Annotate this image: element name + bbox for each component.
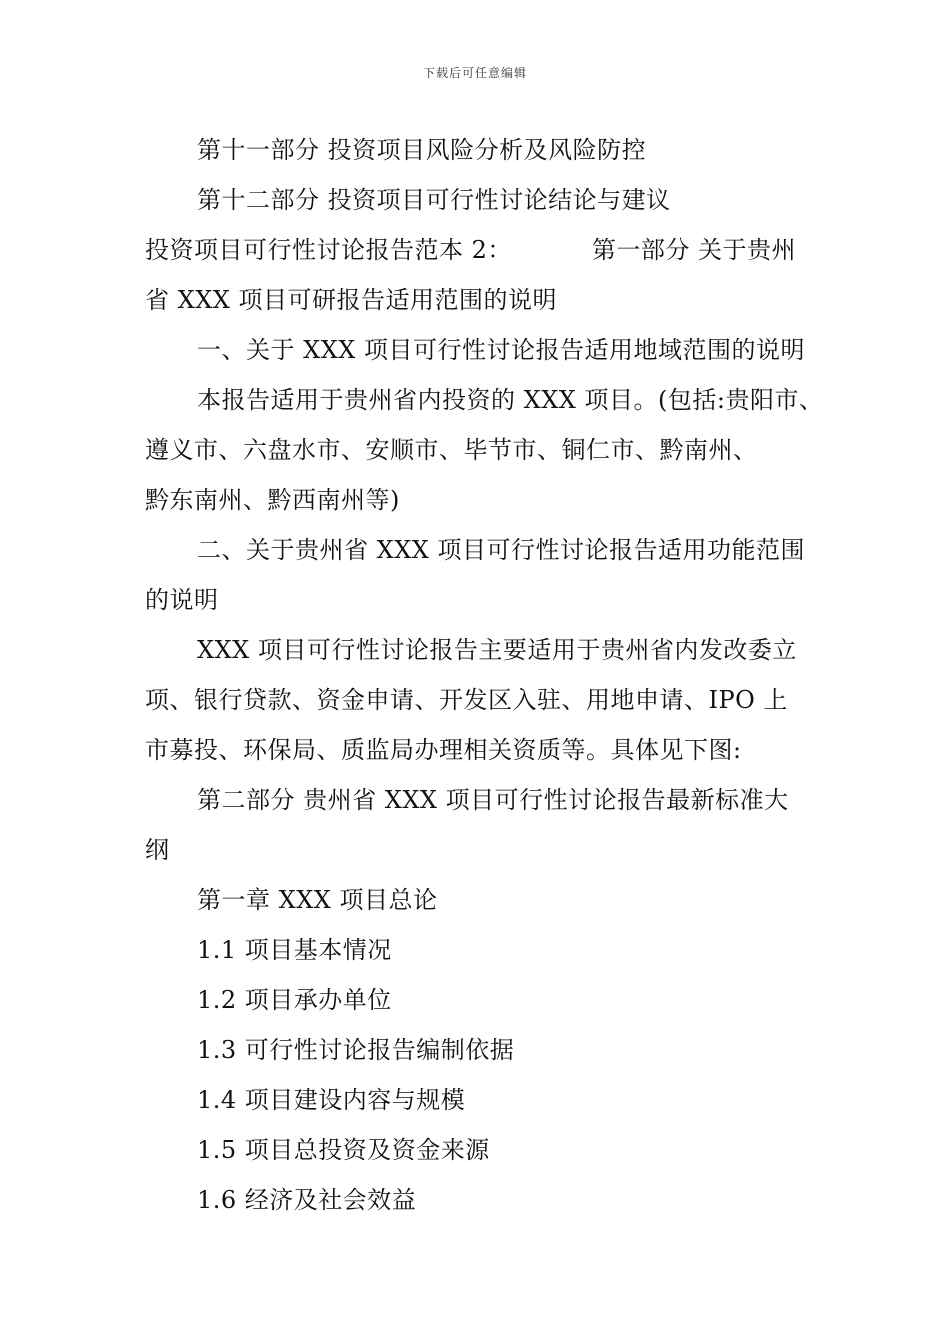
part-2-heading-line-2: 纲	[145, 836, 170, 864]
sample-title-line	[145, 225, 815, 275]
part-2-heading-line-1: 第二部分 贵州省 XXX 项目可行性讨论报告最新标准大	[197, 786, 789, 814]
toc-item: 1.1 项目基本情况	[197, 936, 392, 964]
toc-item: 1.5 项目总投资及资金来源	[197, 1136, 490, 1164]
document-body	[145, 125, 824, 1225]
section-2-paragraph-line-1: XXX 项目可行性讨论报告主要适用于贵州省内发改委立	[197, 636, 797, 664]
part-1-heading-start: 第一部分 关于贵州	[591, 236, 797, 264]
section-1-paragraph-line-3: 黔东南州、黔西南州等)	[145, 486, 400, 514]
section-1-paragraph-line-1: 本报告适用于贵州省内投资的 XXX 项目。(包括:贵阳市、	[197, 386, 824, 414]
section-1-title: 一、关于 XXX 项目可行性讨论报告适用地域范围的说明	[197, 336, 806, 364]
section-1-paragraph-line-2: 遵义市、六盘水市、安顺市、毕节市、铜仁市、黔南州、	[145, 436, 758, 464]
toc-item: 1.4 项目建设内容与规模	[197, 1086, 466, 1114]
part-11-heading: 第十一部分 投资项目风险分析及风险防控	[197, 136, 647, 164]
toc-item: 1.2 项目承办单位	[197, 986, 392, 1014]
toc-item: 1.6 经济及社会效益	[197, 1186, 417, 1214]
section-2-title-line-1: 二、关于贵州省 XXX 项目可行性讨论报告适用功能范围	[197, 536, 806, 564]
section-2-title-line-2: 的说明	[145, 586, 219, 614]
chapter-1-title: 第一章 XXX 项目总论	[197, 886, 438, 914]
sample-title: 投资项目可行性讨论报告范本 2：	[145, 236, 512, 264]
part-12-heading: 第十二部分 投资项目可行性讨论结论与建议	[197, 186, 671, 214]
part-1-heading-end: 省 XXX 项目可研报告适用范围的说明	[145, 286, 558, 314]
page-header: 下载后可任意编辑	[422, 66, 527, 80]
toc-item: 1.3 可行性讨论报告编制依据	[197, 1036, 515, 1064]
section-2-paragraph-line-3: 市募投、环保局、质监局办理相关资质等。具体见下图:	[145, 736, 742, 764]
section-2-paragraph-line-2: 项、银行贷款、资金申请、开发区入驻、用地申请、IPO 上	[145, 686, 788, 714]
